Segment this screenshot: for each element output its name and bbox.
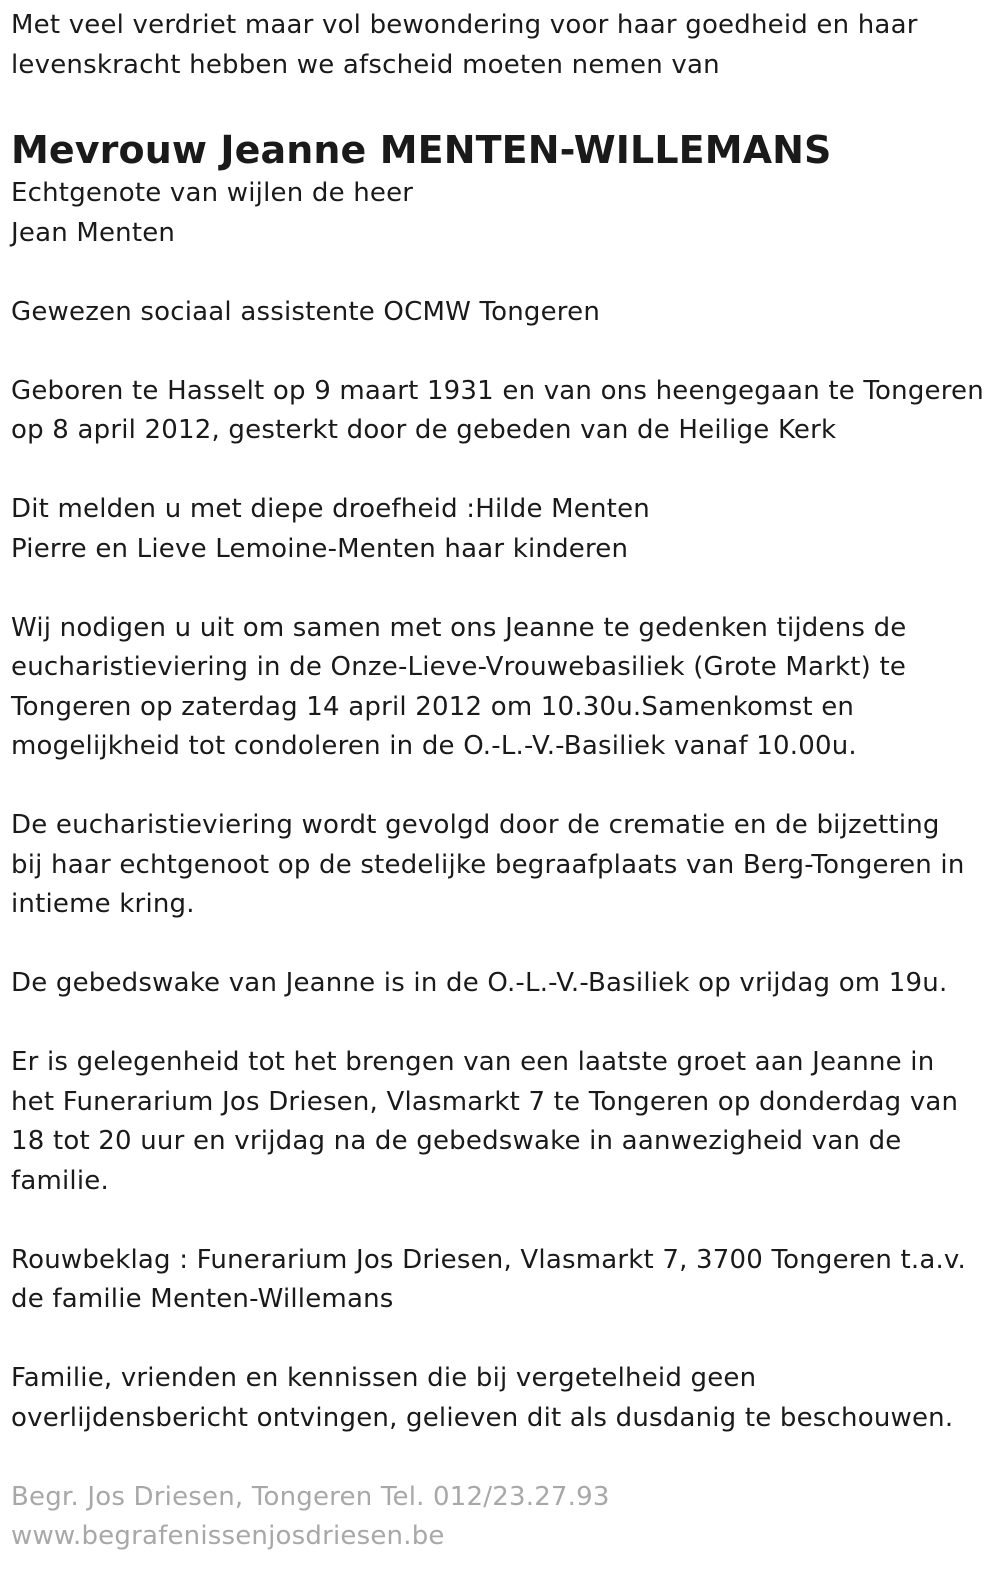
birth-death-line: op 8 april 2012, gesterkt door de gebeden van de Heilige Kerk	[11, 415, 837, 445]
condolences-section	[11, 1241, 990, 1320]
spacer	[11, 451, 990, 491]
spouse-section	[11, 174, 990, 253]
spacer	[11, 767, 990, 807]
deceased-name: Mevrouw Jeanne MENTEN-WILLEMANS	[11, 128, 832, 172]
spacer	[11, 332, 990, 372]
cremation-line: intieme kring.	[11, 889, 195, 919]
spacer	[11, 925, 990, 965]
service-line: Tongeren op zaterdag 14 april 2012 om 10.30u.Samenkomst en	[11, 691, 855, 722]
service-line: Wij nodigen u uit om samen met ons Jeanne te gedenken tijdens de	[11, 612, 907, 643]
service-line: eucharistieviering in de Onze-Lieve-Vrouwebasiliek (Grote Markt) te	[11, 652, 907, 682]
spacer	[11, 1438, 990, 1478]
announcers-line: Pierre en Lieve Lemoine-Menten haar kinderen	[11, 533, 629, 564]
intro-section	[11, 6, 990, 85]
footer-website: www.begrafenissenjosdriesen.be	[11, 1521, 445, 1551]
occupation: Gewezen sociaal assistente OCMW Tongeren	[11, 296, 601, 327]
cremation-section	[11, 806, 990, 925]
condolences-line: de familie Menten-Willemans	[11, 1284, 394, 1314]
birth-death-section	[11, 372, 990, 451]
spacer	[11, 253, 990, 293]
viewing-line: familie.	[11, 1165, 109, 1196]
notice-line: overlijdensbericht ontvingen, gelieven dit als dusdanig te beschouwen.	[11, 1402, 954, 1433]
spacer	[11, 1004, 990, 1044]
service-section	[11, 609, 990, 767]
service-line: mogelijkheid tot condoleren in de O.-L.-V.-Basiliek vanaf 10.00u.	[11, 731, 857, 761]
spouse-name: Jean Menten	[11, 217, 176, 248]
announcers-line: Dit melden u met diepe droefheid :Hilde Menten	[11, 494, 650, 524]
notice-line: Familie, vrienden en kennissen die bij vergetelheid geen	[11, 1363, 757, 1393]
notice-section	[11, 1359, 990, 1438]
cremation-line: De eucharistieviering wordt gevolgd door de crematie en de bijzetting	[11, 810, 940, 840]
spacer	[11, 569, 990, 609]
spacer	[11, 1320, 990, 1360]
announcers-section	[11, 490, 990, 569]
viewing-section	[11, 1043, 990, 1201]
viewing-line: 18 tot 20 uur en vrijdag na de gebedswake in aanwezigheid van de	[11, 1126, 902, 1156]
footer	[11, 1478, 990, 1557]
viewing-line: Er is gelegenheid tot het brengen van een laatste groet aan Jeanne in	[11, 1047, 935, 1077]
cremation-line: bij haar echtgenoot op de stedelijke begraafplaats van Berg-Tongeren in	[11, 849, 965, 880]
spacer	[11, 1201, 990, 1241]
intro-line: Met veel verdriet maar vol bewondering voor haar goedheid en haar	[11, 10, 918, 40]
vigil-info: De gebedswake van Jeanne is in de O.-L.-V.-Basiliek op vrijdag om 19u.	[11, 968, 948, 998]
viewing-line: het Funerarium Jos Driesen, Vlasmarkt 7 te Tongeren op donderdag van	[11, 1086, 959, 1117]
condolences-line: Rouwbeklag : Funerarium Jos Driesen, Vlasmarkt 7, 3700 Tongeren t.a.v.	[11, 1244, 966, 1275]
footer-contact: Begr. Jos Driesen, Tongeren Tel. 012/23.27.93	[11, 1481, 610, 1512]
spouse-line: Echtgenote van wijlen de heer	[11, 178, 414, 208]
birth-death-line: Geboren te Hasselt op 9 maart 1931 en van ons heengegaan te Tongeren	[11, 375, 984, 406]
intro-line: levenskracht hebben we afscheid moeten nemen van	[11, 49, 720, 80]
